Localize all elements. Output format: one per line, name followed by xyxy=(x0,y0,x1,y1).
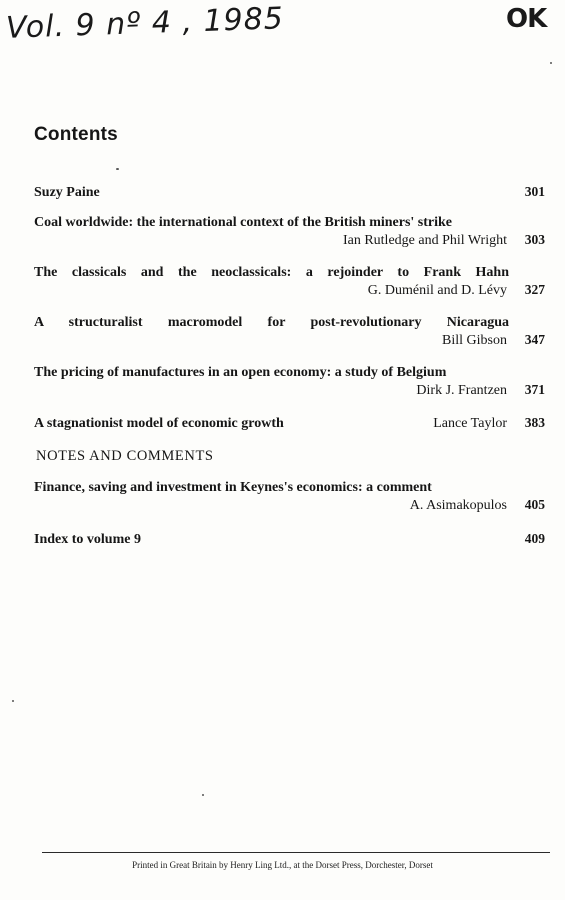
entry-page: 327 xyxy=(524,282,545,297)
scan-speck xyxy=(202,794,204,796)
footer-rule xyxy=(42,852,550,853)
entry-author: Bill Gibson xyxy=(442,333,507,348)
entry-author: Lance Taylor xyxy=(433,416,507,431)
toc-entry-finance-saving-investment xyxy=(34,480,545,514)
entry-author: Dirk J. Frantzen xyxy=(416,383,507,398)
handwritten-ok-mark: OK xyxy=(506,4,547,34)
entry-title: A stagnationist model of economic growth xyxy=(34,416,284,431)
toc-entry-stagnationist-model xyxy=(34,415,545,432)
entry-author: Ian Rutledge and Phil Wright xyxy=(342,233,507,248)
entry-page: 383 xyxy=(524,415,545,430)
entry-page: 409 xyxy=(524,531,545,546)
entry-page: 301 xyxy=(524,184,545,199)
entry-author: A. Asimakopulos xyxy=(409,498,507,513)
entry-title: Coal worldwide: the international context of the British miners' strike xyxy=(34,215,453,230)
contents-heading: Contents xyxy=(34,124,118,145)
entry-title: Suzy Paine xyxy=(34,185,100,200)
entry-page: 371 xyxy=(524,382,545,397)
entry-page: 347 xyxy=(524,332,545,347)
entry-title: A structuralist macromodel for post-revolutionary Nicaragua xyxy=(34,315,509,330)
scan-speck xyxy=(550,62,552,64)
handwritten-volume-note: Vol. 9 nº 4 , 1985 xyxy=(5,1,285,46)
toc-entry-index xyxy=(34,531,545,548)
entry-author: G. Duménil and D. Lévy xyxy=(367,283,507,298)
entry-page: 303 xyxy=(524,232,545,247)
toc-entry-classicals-neoclassicals xyxy=(34,265,545,299)
scan-speck xyxy=(116,168,119,170)
entry-title: The pricing of manufactures in an open economy: a study of Belgium xyxy=(34,365,447,380)
printer-note: Printed in Great Britain by Henry Ling Ltd., at the Dorset Press, Dorchester, Dorset xyxy=(132,860,433,870)
entry-page: 405 xyxy=(524,497,545,512)
entry-title: Finance, saving and investment in Keynes's economics: a comment xyxy=(34,480,432,495)
toc-entry-coal-worldwide xyxy=(34,215,545,249)
toc-entry-pricing-of-manufactures xyxy=(34,365,545,399)
entry-title: Index to volume 9 xyxy=(34,532,141,547)
scan-speck xyxy=(12,700,14,702)
notes-and-comments-heading: NOTES AND COMMENTS xyxy=(36,448,214,464)
toc-entry-suzy-paine xyxy=(34,184,545,201)
entry-title: The classicals and the neoclassicals: a rejoinder to Frank Hahn xyxy=(34,265,509,280)
toc-entry-structuralist-macromodel xyxy=(34,315,545,349)
